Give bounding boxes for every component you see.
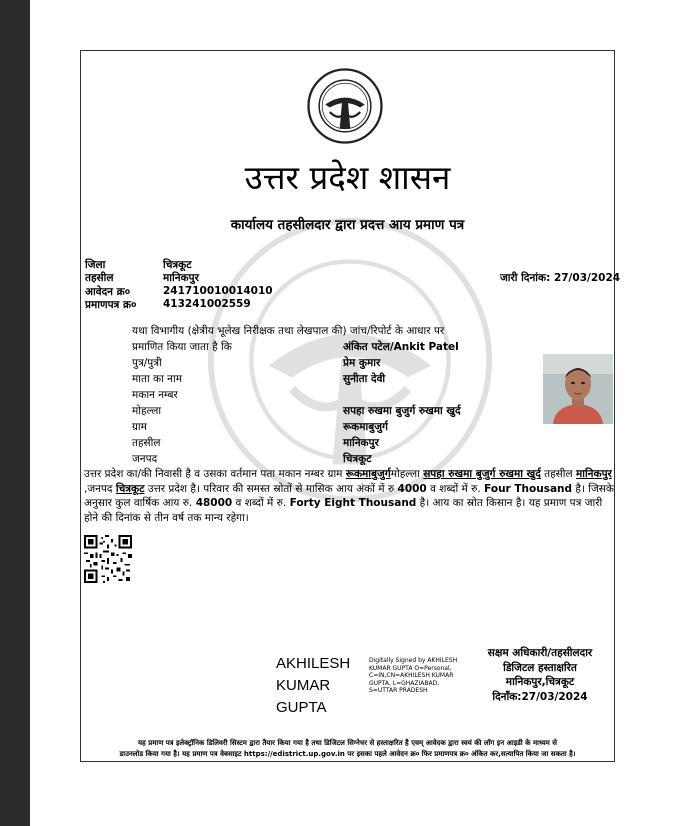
- digital-signature-details: Digitally Signed by AKHILESH KUMAR GUPTA O=Personal, C=IN,CN=AKHILESH KUMAR GUPTA, L=GHAZIABAD, S=UTTAR PRADESH: [369, 657, 458, 694]
- up-government-emblem-icon: [307, 68, 383, 144]
- tehsil-label: तहसील: [85, 272, 114, 284]
- district-value: चित्रकूट: [163, 259, 192, 271]
- certificate-number-label: प्रमाणपत्र क्र०: [85, 299, 137, 311]
- field-value: सपहा रुखमा बुजुर्ग रुखमा खुर्द: [343, 405, 461, 417]
- field-label: पुत्र/पुत्री: [132, 357, 162, 369]
- field-value: अंकित पटेल/Ankit Patel: [343, 341, 459, 353]
- field-label: प्रमाणित किया जाता है कि: [132, 341, 232, 353]
- field-label: मोहल्ला: [132, 405, 162, 417]
- field-value: प्रेम कुमार: [343, 357, 381, 369]
- signatory-name: AKHILESH KUMAR GUPTA: [276, 655, 351, 716]
- field-label: जनपद: [132, 453, 158, 465]
- application-label: आवेदन क्र०: [85, 286, 131, 298]
- field-value: सुनीता देवी: [343, 373, 386, 385]
- certificate-number-value: 413241002559: [163, 298, 251, 310]
- intro-line: यथा विभागीय (क्षेत्रीय भूलेख निरीक्षक तथा लेखपाल की) जांच/रिपोर्ट के आधार पर: [132, 325, 445, 337]
- applicant-photo: [543, 354, 613, 424]
- issue-date: जारी दिनांक: 27/03/2024: [500, 272, 621, 284]
- field-value: चित्रकूट: [343, 453, 372, 465]
- field-label: माता का नाम: [132, 373, 182, 385]
- field-value: रूकमाबुजुर्ग: [343, 421, 388, 433]
- field-label: ग्राम: [132, 421, 147, 433]
- certificate-body-paragraph: उत्तर प्रदेश का/की निवासी है व उसका वर्तमान पता मकान नम्बर ग्राम रूकमाबुजुर्गमोहल्ला सपहा रुखमा बुजुर्ग रुखमा खुर्द तहसील मानिकपुर ,जनपद चित्रकूट उत्तर प्रदेश है। परिवार की समस्त स्रोतों से मासिक आय अंकों में रु 4000 व शब्दों में रु. Four Thousand है। जिसके अनुसार कुल वार्षिक आय रु. 48000 व शब्दों में रु. Forty Eight Thousand है। आय का स्रोत किसान है। यह प्रमाण पत्र जारी होने की दिनांक से तीन वर्ष तक मान्य रहेगा।: [84, 468, 614, 524]
- viewer-left-bar: [0, 0, 30, 826]
- certificate-title: कार्यालय तहसीलदार द्वारा प्रदत्त आय प्रमाण पत्र: [230, 217, 465, 233]
- authority-block: सक्षम अधिकारी/तहसीलदार डिजिटल हस्ताक्षरित मानिकपुर,चित्रकूट दिनाँक:27/03/2024: [487, 647, 593, 703]
- application-value: 241710010014010: [163, 285, 273, 297]
- field-value: मानिकपुर: [343, 437, 379, 449]
- field-label: तहसील: [132, 437, 161, 449]
- field-label: मकान नम्बर: [132, 389, 178, 401]
- qr-code-icon: [84, 535, 132, 583]
- government-title: उत्तर प्रदेश शासन: [244, 158, 451, 197]
- tehsil-value: मानिकपुर: [163, 272, 199, 284]
- district-label: जिला: [85, 259, 106, 271]
- footer-note: यह प्रमाण पत्र इलेक्ट्रॉनिक डिलिवरी सिस्टम द्वारा तैयार किया गया है तथा डिजिटल सिग्नेचर से हस्ताक्षरित है एवम् आवेदक द्वारा स्वयं की लॉग इन आइडी के माध्यम से डाउनलोड किया गया है। यह प्रमाण पत्र वेबसाइट https://edistrict.up.gov.in पर इसका पहले आवेदन क्र० फिर प्रमाणपत्र क्र० अंकित कर,सत्यापित किया जा सकता है।: [119, 739, 576, 758]
